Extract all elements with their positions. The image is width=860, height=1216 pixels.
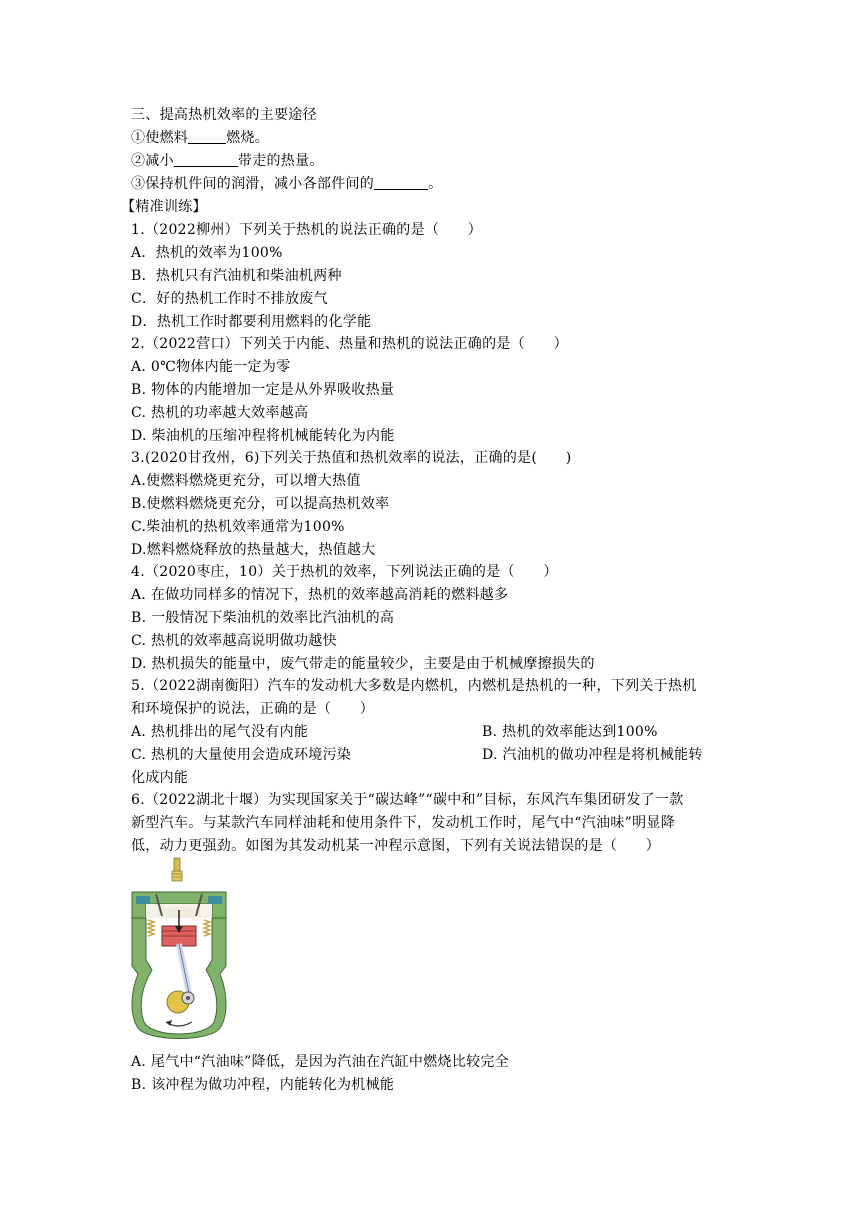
section-title: 三、提高热机效率的主要途径 (131, 107, 317, 123)
q5-option-d[interactable]: D. 汽油机的做功冲程是将机械能转 (482, 747, 703, 763)
q2-stem: 2.（2022营口）下列关于内能、热量和热机的说法正确的是（ ） (131, 336, 568, 352)
answer-blank-2[interactable] (174, 152, 238, 167)
q6-stem-line3: 低，动力更强劲。如图为其发动机某一冲程示意图，下列有关说法错误的是（ ） (131, 838, 661, 854)
q4-option-a[interactable]: A. 在做功同样多的情况下，热机的效率越高消耗的燃料越多 (131, 587, 509, 603)
q1-option-d[interactable]: D．热机工作时都要利用燃料的化学能 (131, 314, 372, 330)
q3-option-b[interactable]: B.使燃料燃烧更充分，可以提高热机效率 (131, 496, 390, 512)
q2-option-c[interactable]: C. 热机的功率越大效率越高 (131, 405, 309, 421)
method-3 (131, 175, 442, 193)
q3-option-c[interactable]: C.柴油机的热机效率通常为100% (131, 519, 345, 535)
valve-spring-left (148, 920, 154, 936)
engine-stroke-diagram (128, 856, 230, 1040)
method-3-suffix: 。 (428, 176, 443, 192)
method-2-text: ②减小 (131, 153, 174, 169)
q5-stem-line1: 5.（2022湖南衡阳）汽车的发动机大多数是内燃机，内燃机是热机的一种，下列关于热机 (131, 678, 697, 694)
q6-stem-line2: 新型汽车。与某款汽车同样油耗和使用条件下，发动机工作时，尾气中“汽油味”明显降 (131, 815, 676, 831)
q5-stem-line2: 和环境保护的说法，正确的是（ ） (131, 701, 375, 717)
q3-stem: 3.(2020甘孜州，6)下列关于热值和热机效率的说法，正确的是( ) (131, 450, 572, 466)
q4-option-d[interactable]: D. 热机损失的能量中，废气带走的能量较少，主要是由于机械摩擦损失的 (131, 656, 595, 672)
method-3-text: ③保持机件间的润滑，减小各部件间的 (131, 176, 375, 192)
q6-option-a[interactable]: A. 尾气中“汽油味”降低，是因为汽油在汽缸中燃烧比较完全 (131, 1054, 510, 1070)
q1-option-c[interactable]: C．好的热机工作时不排放废气 (131, 291, 328, 307)
spark-plug-icon (174, 858, 180, 872)
spark-plug-body (172, 871, 182, 881)
q4-option-b[interactable]: B. 一般情况下柴油机的效率比汽油机的高 (131, 610, 395, 626)
q1-option-b[interactable]: B．热机只有汽油机和柴油机两种 (131, 268, 342, 284)
q5-options-row1 (131, 723, 658, 741)
q3-option-a[interactable]: A.使燃料燃烧更充分，可以增大热值 (131, 473, 361, 489)
q5-option-b[interactable]: B. 热机的效率能达到100% (482, 724, 658, 740)
method-2 (131, 152, 324, 170)
q5-options-row2 (131, 746, 703, 764)
answer-blank-3[interactable] (374, 175, 428, 190)
q1-stem: 1.（2022柳州）下列关于热机的说法正确的是（ ） (131, 222, 483, 238)
intake-port (136, 896, 150, 904)
q5-option-a[interactable]: A. 热机排出的尾气没有内能 (131, 724, 309, 740)
method-1-text: ①使燃料 (131, 130, 189, 146)
q5-option-d-cont: 化成内能 (131, 770, 189, 786)
q2-option-a[interactable]: A. 0℃物体内能一定为零 (131, 359, 291, 375)
q6-stem-line1: 6.（2022湖北十堰）为实现国家关于“碳达峰”“碳中和”目标，东风汽车集团研发了一款 (131, 792, 684, 808)
answer-blank-1[interactable] (188, 129, 226, 144)
q4-stem: 4.（2020枣庄，10）关于热机的效率，下列说法正确的是（ ） (131, 564, 558, 580)
q5-option-c[interactable]: C. 热机的大量使用会造成环境污染 (131, 747, 352, 763)
method-2-suffix: 带走的热量。 (237, 153, 324, 169)
valve-spring-right (204, 920, 210, 936)
q3-option-d[interactable]: D.燃料燃烧释放的热量越大，热值越大 (131, 542, 376, 558)
q1-option-a[interactable]: A．热机的效率为100% (131, 245, 283, 261)
exhaust-port (208, 896, 222, 904)
q2-option-b[interactable]: B. 物体的内能增加一定是从外界吸收热量 (131, 382, 395, 398)
method-1-suffix: 燃烧。 (226, 130, 270, 146)
q2-option-d[interactable]: D. 柴油机的压缩冲程将机械能转化为内能 (131, 428, 395, 444)
method-1 (131, 129, 269, 147)
q4-option-c[interactable]: C. 热机的效率越高说明做功越快 (131, 633, 337, 649)
q6-option-b[interactable]: B. 该冲程为做功冲程，内能转化为机械能 (131, 1077, 395, 1093)
practice-header: 【精准训练】 (121, 199, 207, 215)
